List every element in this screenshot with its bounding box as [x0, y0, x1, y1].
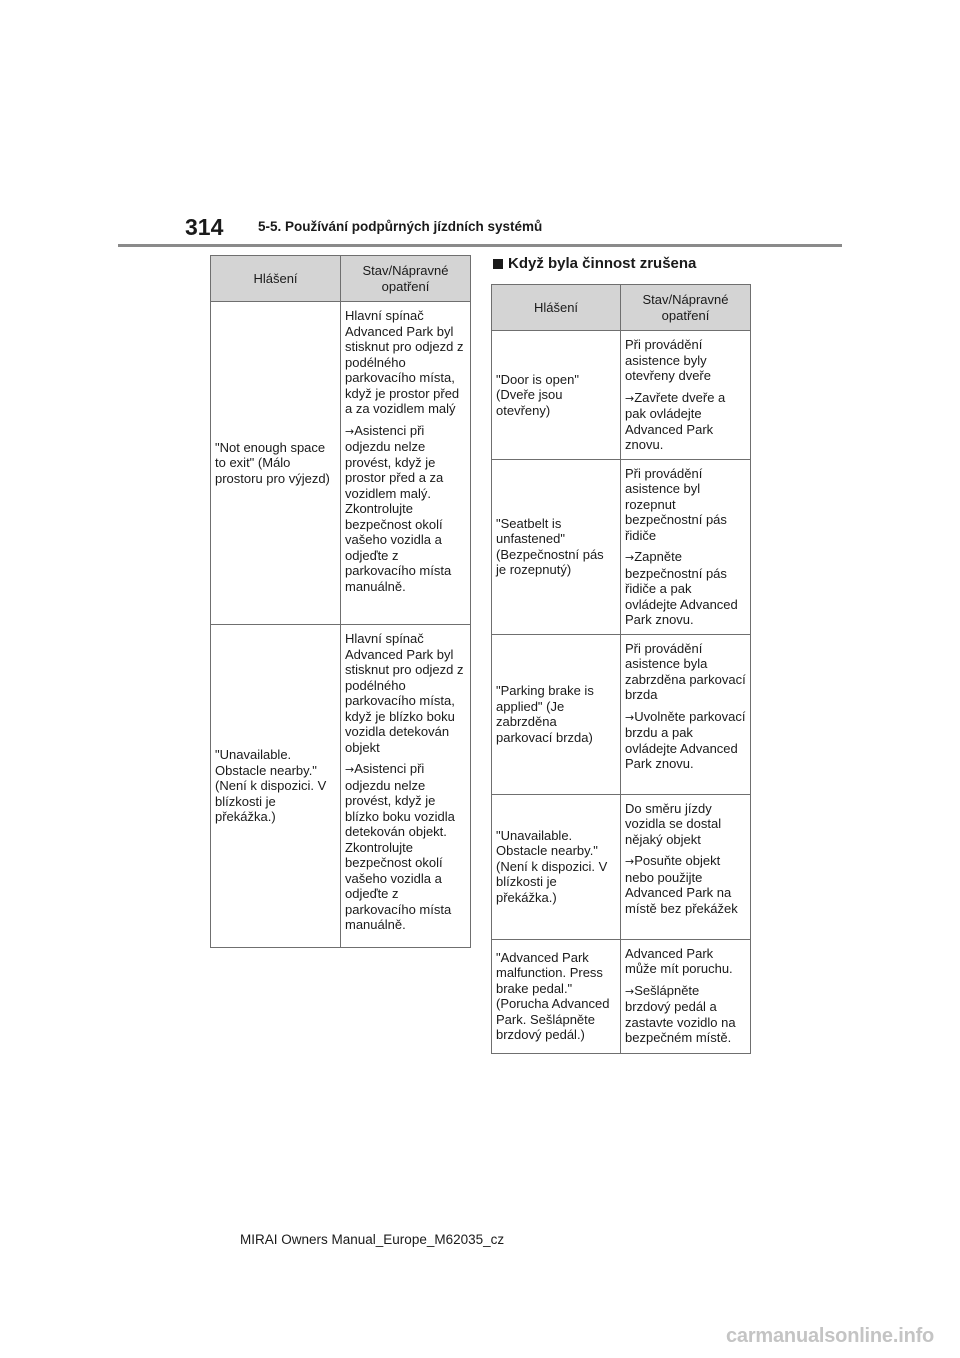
- footer-text: MIRAI Owners Manual_Europe_M62035_cz: [240, 1232, 505, 1247]
- message-cell: "Advanced Park malfunction. Press brake pedal." (Porucha Advanced Park. Sešlápněte brzdový pedál.): [492, 939, 621, 1053]
- table-row: [492, 634, 751, 794]
- action-text: →Zapněte bezpečnostní pás řidiče a pak ovládejte Advanced Park znovu.: [625, 549, 738, 627]
- message-cell: "Seatbelt is unfastened" (Bezpečnostní pás je rozepnutý): [492, 459, 621, 634]
- table-row: [211, 302, 471, 625]
- arrow-right-icon: →: [625, 710, 635, 724]
- arrow-right-icon: →: [625, 984, 635, 998]
- arrow-right-icon: →: [625, 551, 635, 564]
- section-title: 5-5. Používání podpůrných jízdních systémů: [258, 219, 543, 234]
- action-text: →Posuňte objekt nebo použijte Advanced Park na místě bez překážek: [625, 853, 738, 916]
- table-row: [492, 794, 751, 939]
- left-message-table: [210, 255, 471, 948]
- header-divider: [118, 244, 842, 247]
- status-cell: [621, 331, 751, 460]
- table-row: [492, 939, 751, 1053]
- table-header-row: [211, 256, 471, 302]
- status-text: Advanced Park může mít poruchu.: [625, 945, 733, 976]
- column-header-status: Stav/Nápravné opatření: [341, 256, 471, 302]
- subheading-text: Když byla činnost zrušena: [508, 255, 697, 272]
- page-number: 314: [185, 214, 224, 240]
- watermark: carmanualsonline.info: [726, 1325, 935, 1347]
- arrow-right-icon: →: [345, 763, 355, 776]
- status-cell: [621, 939, 751, 1053]
- status-text: Hlavní spínač Advanced Park byl stisknut pro odjezd z podélného parkovacího místa, když je blízko boku vozidla detekován objekt: [345, 631, 464, 755]
- status-text: Do směru jízdy vozidla se dostal nějaký objekt: [625, 800, 722, 847]
- column-header-status: Stav/Nápravné opatření: [621, 285, 751, 331]
- status-text: Při provádění asistence byl rozepnut bezpečnostní pás řidiče: [625, 465, 727, 543]
- table-header-row: [492, 285, 751, 331]
- table-row: [211, 625, 471, 948]
- status-cell: [621, 634, 751, 794]
- arrow-right-icon: →: [625, 855, 635, 868]
- arrow-right-icon: →: [625, 391, 635, 405]
- column-header-message: Hlášení: [211, 256, 341, 302]
- table-row: [492, 459, 751, 634]
- action-text: →Asistenci při odjezdu nelze provést, když je blízko boku vozidla detekován objekt. Zkontrolujte bezpečnost okolí vašeho vozidla a odjeďte z parkovacího místa manuálně.: [345, 761, 455, 932]
- square-bullet-icon: [493, 259, 503, 269]
- status-cell: [621, 459, 751, 634]
- action-text: →Asistenci při odjezdu nelze provést, když je prostor před a za vozidlem malý. Zkontrolujte bezpečnost okolí vašeho vozidla a odjeďte z parkovacího místa manuálně.: [345, 422, 452, 594]
- status-cell: [341, 302, 471, 625]
- status-text: Při provádění asistence byly otevřeny dveře: [625, 337, 711, 383]
- message-cell: "Unavailable. Obstacle nearby." (Není k dispozici. V blízkosti je překážka.): [211, 625, 341, 948]
- action-text: →Sešlápněte brzdový pedál a zastavte vozidlo na bezpečném místě.: [625, 982, 736, 1045]
- column-header-message: Hlášení: [492, 285, 621, 331]
- action-text: →Zavřete dveře a pak ovládejte Advanced Park znovu.: [625, 389, 726, 452]
- right-message-table: [491, 284, 751, 1054]
- arrow-right-icon: →: [345, 424, 355, 438]
- status-cell: [341, 625, 471, 948]
- message-cell: "Not enough space to exit" (Málo prostoru pro výjezd): [211, 302, 341, 625]
- message-cell: "Door is open" (Dveře jsou otevřeny): [492, 331, 621, 460]
- status-text: Hlavní spínač Advanced Park byl stisknut pro odjezd z podélného parkovacího místa, když je prostor před a za vozidlem malý: [345, 308, 464, 416]
- status-text: Při provádění asistence byla zabrzděna parkovací brzda: [625, 640, 746, 702]
- message-cell: "Unavailable. Obstacle nearby." (Není k dispozici. V blízkosti je překážka.): [492, 794, 621, 939]
- status-cell: [621, 794, 751, 939]
- message-cell: "Parking brake is applied" (Je zabrzděna parkovací brzda): [492, 634, 621, 794]
- action-text: →Uvolněte parkovací brzdu a pak ovládejte Advanced Park znovu.: [625, 708, 746, 771]
- section-subheading: [493, 255, 696, 272]
- table-row: [492, 331, 751, 460]
